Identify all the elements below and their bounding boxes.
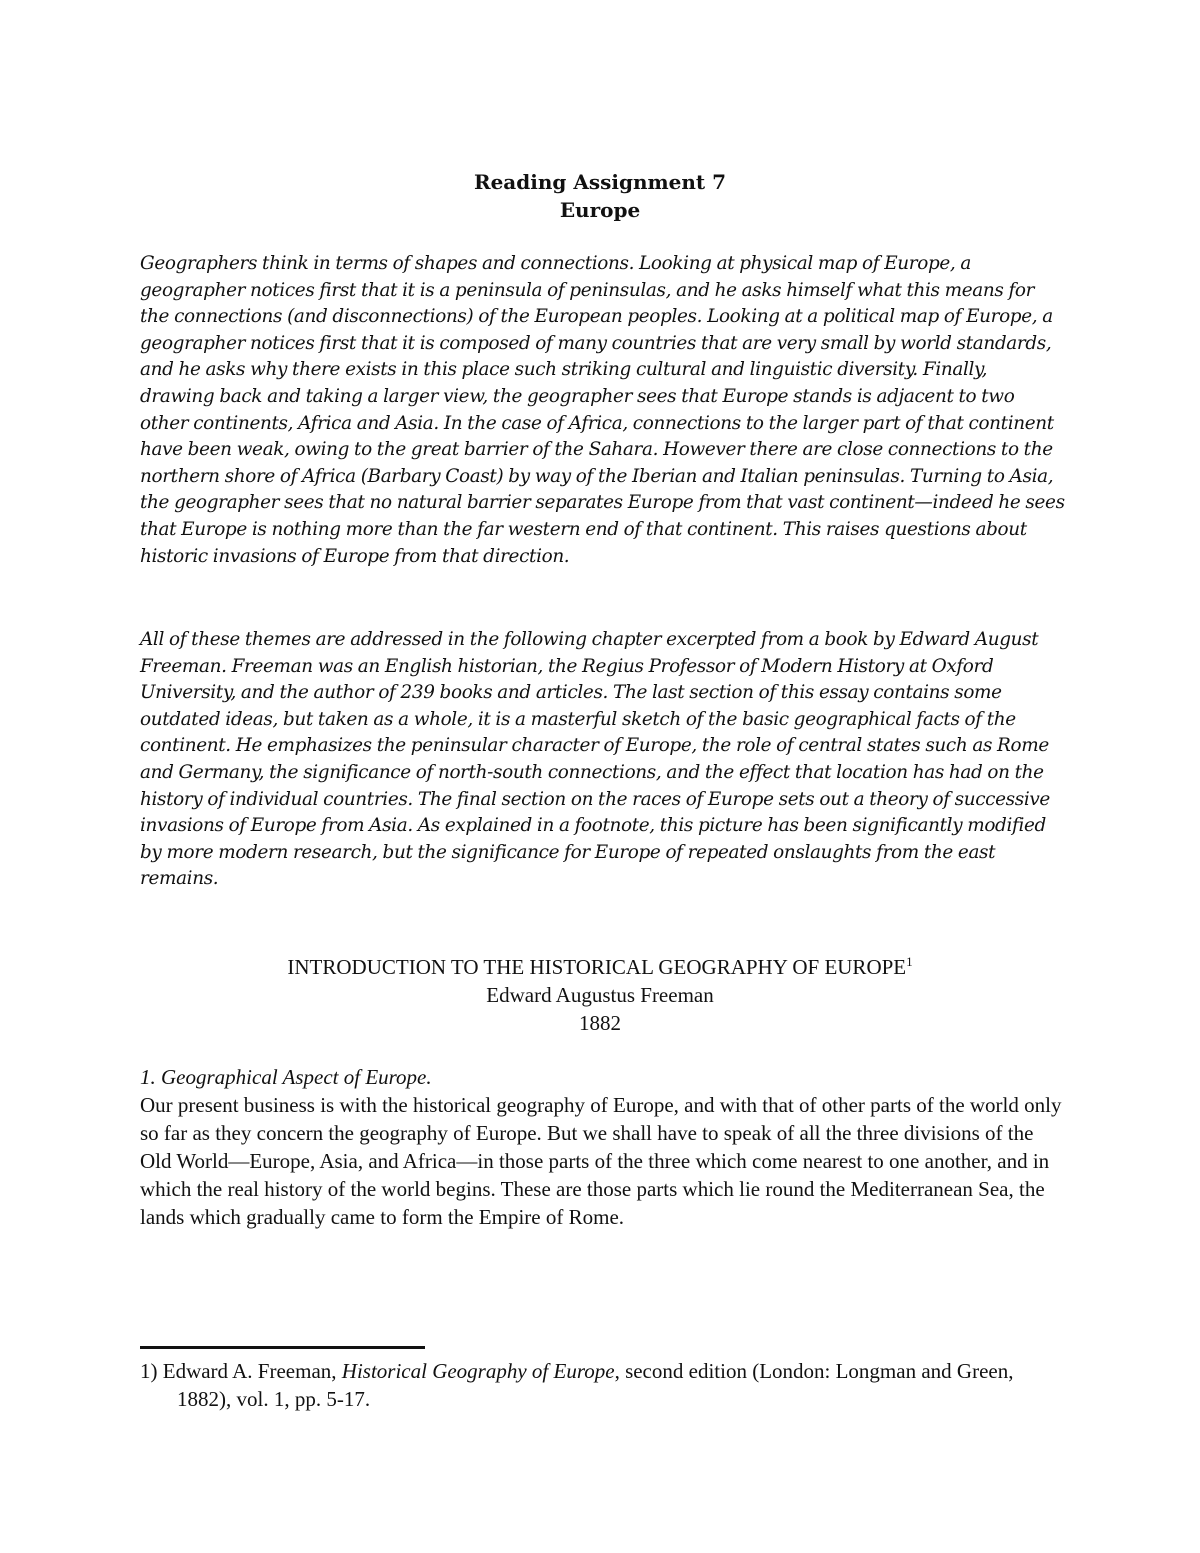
footnote-prefix: 1) Edward A. Freeman, [140,1359,342,1383]
footnote-marker: 1 [906,954,913,969]
document-title: Reading Assignment 7 [473,170,727,194]
intro-paragraph-2: All of these themes are addressed in the following chapter excerpted from a book by Edward August Freeman. Freeman was an English historian, the Regius Professor of Modern History at Oxford University, and the author of 239 books and articles. The last section of this essay contains some outdated ideas, but taken as a whole, it is a masterful sketch of the basic geographical facts of the continent. He emphasizes the peninsular character of Europe, the role of central states such as Rome and Germany, the significance of north-south connections, and the effect that location has had on the history of individual countries. The final section on the races of Europe sets out a theory of successive invasions of Europe from Asia. As explained in a footnote, this picture has been significantly modified by more modern research, but the significance for Europe of repeated onslaughts from the east remains. [140,629,1050,890]
chapter-author: Edward Augustus Freeman [486,983,714,1007]
section-body: Our present business is with the historical geography of Europe, and with that of other parts of the world only so far as they concern the geography of Europe. But we shall have to speak of all the three divisions of the Old World—Europe, Asia, and Africa—in those parts of the three which come nearest to one another, and in which the real history of the world begins. These are those parts which lie round the Mediterranean Sea, the lands which gradually came to form the Empire of Rome. [140,1093,1062,1229]
footnote-suffix: , second edition (London: Longman and Green, 1882), vol. 1, pp. 5-17. [177,1359,1014,1411]
chapter-title-text: INTRODUCTION TO THE HISTORICAL GEOGRAPHY OF EUROPE [287,955,907,979]
footnote-book-title: Historical Geography of Europe [341,1359,615,1383]
chapter-title [0,953,1200,982]
document-subtitle: Europe [559,198,641,222]
chapter-year: 1882 [579,1011,621,1035]
footnote [140,1357,1065,1413]
intro-paragraph-1: Geographers think in terms of shapes and connections. Looking at physical map of Europe, a geographer notices first that it is a peninsula of peninsulas, and he asks himself what this means for the connections (and disconnections) of the European peoples. Looking at a political map of Europe, a geographer notices first that it is composed of many countries that are very small by world standards, and he asks why there exists in this place such striking cultural and linguistic diversity. Finally, drawing back and taking a larger view, the geographer sees that Europe stands is adjacent to two other continents, Africa and Asia. In the case of Africa, connections to the larger part of that continent have been weak, owing to the great barrier of the Sahara. However there are close connections to the northern shore of Africa (Barbary Coast) by way of the Iberian and Italian peninsulas. Turning to Asia, the geographer sees that no natural barrier separates Europe from that vast continent—indeed he sees that Europe is nothing more than the far western end of that continent. This raises questions about historic invasions of Europe from that direction. [140,253,1065,567]
section-heading: 1. Geographical Aspect of Europe. [140,1065,432,1089]
footnote-separator [140,1346,425,1349]
